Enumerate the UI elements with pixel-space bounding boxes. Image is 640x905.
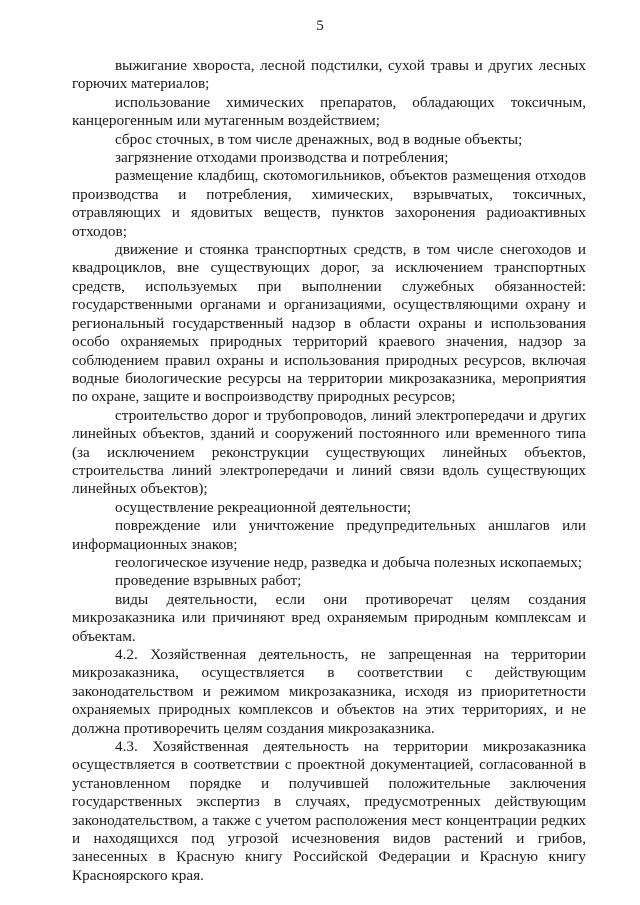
- paragraph: виды деятельности, если они противоречат целям создания микрозаказника или причиняют вред охраняемым природным комплексам и объектам.: [72, 590, 586, 645]
- paragraph: выжигание хвороста, лесной подстилки, сухой травы и других лесных горючих материалов;: [72, 57, 586, 93]
- section-4-2: 4.2. Хозяйственная деятельность, не запрещенная на территории микрозаказника, осуществляется в соответствии с действующим законодательством и режимом микрозаказника, исходя из приоритетности охраняемых природных комплексов и объектов на этих территориях, и не должна противоречить целям создания микрозаказника.: [72, 646, 586, 737]
- paragraph: движение и стоянка транспортных средств, в том числе снегоходов и квадроциклов, вне существующих дорог, за исключением транспортных средств, используемых при выполнении служебных обязанностей: государственными органами и организациями, осуществляющими охрану и региональный государственный надзор в области охраны и использования особо охраняемых природных территорий краевого значения, надзор за соблюдением правил охраны и использования природных ресурсов, включая водные биологические ресурсы на территории микрозаказника, мероприятия по охране, защите и воспроизводству природных ресурсов;: [72, 241, 586, 406]
- paragraph: размещение кладбищ, скотомогильников, объектов размещения отходов производства и потребления, химических, взрывчатых, токсичных, отравляющих и ядовитых веществ, пунктов захоронения радиоактивных отходов;: [72, 167, 586, 240]
- paragraph: использование химических препаратов, обладающих токсичным, канцерогенным или мутагенным воздействием;: [72, 93, 586, 130]
- paragraph: геологическое изучение недр, разведка и добыча полезных ископаемых;: [115, 553, 583, 571]
- document-body: [72, 57, 586, 885]
- paragraph: загрязнение отходами производства и потребления;: [115, 149, 449, 167]
- paragraph: сброс сточных, в том числе дренажных, вод в водные объекты;: [115, 130, 523, 148]
- paragraph: строительство дорог и трубопроводов, линий электропередачи и других линейных объектов, зданий и сооружений постоянного или временного типа (за исключением реконструкции существующих линейных объектов, строительства линий электропередачи и линий связи вдоль существующих линейных объектов);: [72, 406, 586, 498]
- paragraph: повреждение или уничтожение предупредительных аншлагов или информационных знаков;: [72, 517, 586, 553]
- page-number: 5: [316, 18, 324, 34]
- section-4-3: 4.3. Хозяйственная деятельность на территории микрозаказника осуществляется в соответствии с проектной документацией, согласованной в установленном порядке и получившей положительные заключения государственных экспертиз в случаях, предусмотренных действующим законодательством, а также с учетом расположения мест концентрации редких и находящихся под угрозой исчезновения видов растений и грибов, занесенных в Красную книгу Российской Федерации и Красную книгу Красноярского края.: [72, 738, 586, 884]
- paragraph: проведение взрывных работ;: [115, 572, 302, 590]
- paragraph: осуществление рекреационной деятельности;: [115, 498, 412, 516]
